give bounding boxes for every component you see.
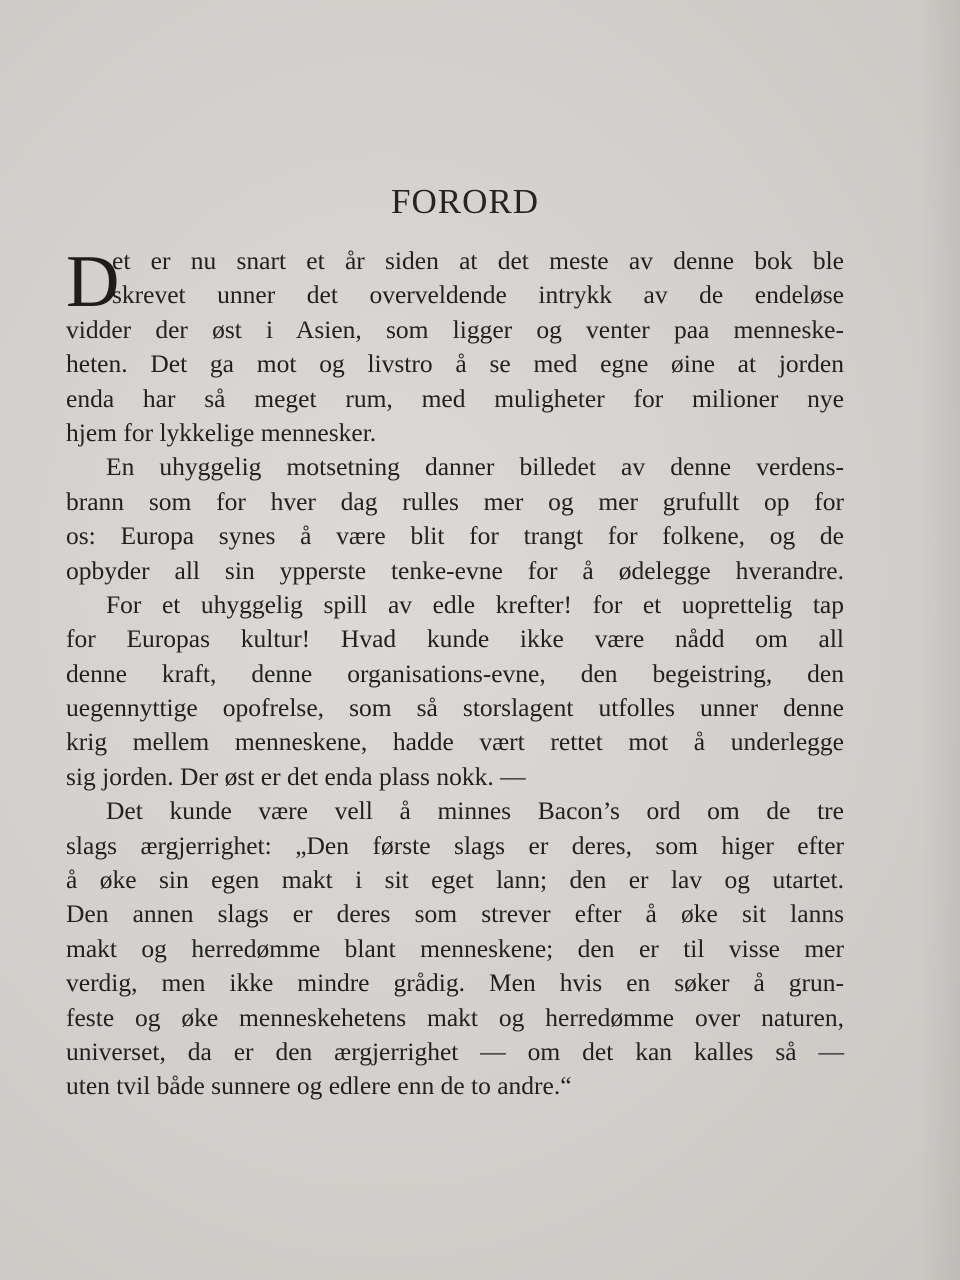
- text-line: verdig, men ikke mindre grådig. Men hvis en søker å grun-: [66, 968, 844, 998]
- text-line: os: Europa synes å være blit for trangt for folkene, og de: [66, 521, 844, 551]
- text-line: heten. Det ga mot og livstro å se med egne øine at jorden: [66, 349, 844, 379]
- text-line: enda har så meget rum, med muligheter for milioner nye: [66, 383, 844, 413]
- text-line: for Europas kultur! Hvad kunde ikke være nådd om all: [66, 624, 844, 654]
- text-line: universet, da er den ærgjerrighet — om det kan kalles så —: [66, 1036, 844, 1066]
- text-line: skrevet unner det overveldende intrykk av de endeløse: [112, 280, 844, 310]
- text-line: å øke sin egen makt i sit eget lann; den er lav og utartet.: [66, 865, 844, 895]
- paragraph: [66, 794, 844, 1104]
- paragraph: [66, 241, 844, 450]
- text-line: brann som for hver dag rulles mer og mer grufullt op for: [66, 486, 844, 516]
- text-line: slags ærgjerrighet: „Den første slags er deres, som higer efter: [66, 830, 844, 860]
- paragraph: [66, 450, 844, 588]
- text-line: Det kunde være vell å minnes Bacon’s ord om de tre: [106, 796, 844, 826]
- text-line: feste og øke menneskehetens makt og herredømme over naturen,: [66, 1002, 844, 1032]
- text-line: uten tvil både sunnere og edlere enn de to andre.“: [66, 1071, 572, 1101]
- text-line: vidder der øst i Asien, som ligger og venter paa menneske-: [66, 314, 844, 344]
- body-text: [66, 241, 844, 1104]
- text-line: hjem for lykkelige mennesker.: [66, 417, 377, 447]
- text-line: denne kraft, denne organisations-evne, den begeistring, den: [66, 658, 844, 688]
- text-line: Den annen slags er deres som strever efter å øke sit lanns: [66, 899, 844, 929]
- text-line: opbyder all sin ypperste tenke-evne for å ødelegge hverandre.: [66, 555, 844, 585]
- paragraph: [66, 588, 844, 794]
- text-line: et er nu snart et år siden at det meste av denne bok ble: [112, 246, 844, 275]
- text-line: uegennyttige opofrelse, som så storslagent utfolles unner denne: [66, 693, 844, 723]
- text-line: sig jorden. Der øst er det enda plass nokk. —: [66, 761, 526, 791]
- text-line: krig mellem menneskene, hadde vært rettet mot å underlegge: [66, 727, 844, 757]
- drop-cap: D: [66, 241, 120, 323]
- page-title: FORORD: [391, 182, 539, 221]
- text-line: For et uhyggelig spill av edle krefter! for et uoprettelig tap: [106, 589, 844, 619]
- text-line: En uhyggelig motsetning danner billedet av denne verdens-: [106, 452, 844, 482]
- text-line: makt og herredømme blant menneskene; den er til visse mer: [66, 933, 844, 963]
- page-edge-shadow: [920, 0, 960, 1280]
